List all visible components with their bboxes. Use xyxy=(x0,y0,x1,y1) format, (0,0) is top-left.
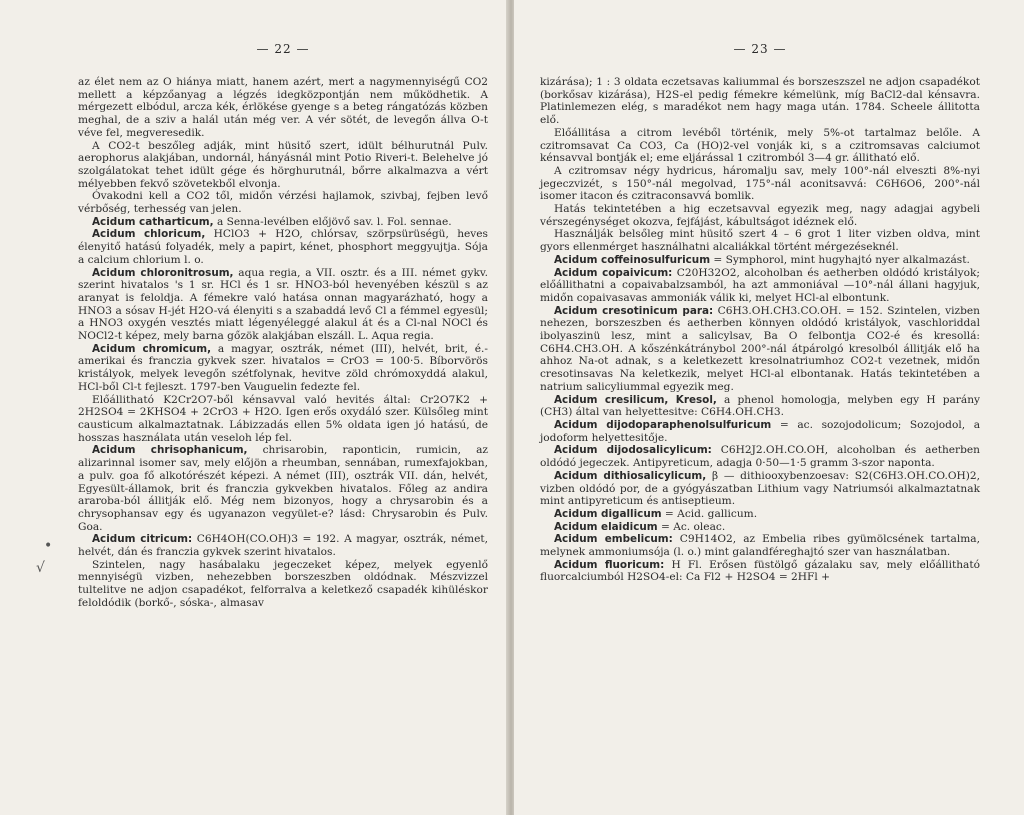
entry-keyword: Acidum chrisophanicum, xyxy=(92,444,248,457)
paragraph-text: A CO2-t beszőleg adják, mint hüsitő szert, idült bélhurutnál Pulv. aerophorus alakjában, undornál, hányásnál mint Potio Riveri-t. Belehelve jó szolgálatokat tehet idült gége és hörghurutnál, bőrre alkalmazva a vért mélyebben fekvő szövetekből elvonja. xyxy=(78,139,488,190)
entry-keyword: Acidum cresilicum, Kresol, xyxy=(554,393,717,406)
right-page-number: — 23 — xyxy=(733,42,787,56)
paragraph xyxy=(78,216,488,229)
paragraph-text: Szintelen, nagy hasábalaku jegeczeket képez, melyek egyenlő mennyiségü vizben, nehezebben borszeszben oldódnak. Mészvizzel tultelitve ne adjon csapadékot, felforralva a keletkező csapadék kihüléskor feloldódik (borkő-, sóska-, almasav xyxy=(78,558,488,609)
entry-keyword: Acidum chloronitrosum, xyxy=(92,266,234,279)
paragraph xyxy=(540,470,980,508)
paragraph-text: C6H4OH(CO.OH)3 = 192. A magyar, osztrák, német, helvét, dán és franczia gykvek szerint hivatalos. xyxy=(78,533,488,559)
paragraph xyxy=(540,254,980,267)
paragraph-text: = Symphorol, mint hugyhajtó nyer alkalmazást. xyxy=(710,253,970,266)
entry-keyword: Acidum dijodosalicylicum: xyxy=(554,444,712,457)
paragraph xyxy=(78,140,488,191)
paragraph xyxy=(78,533,488,558)
paragraph-text: kizárása); 1 : 3 oldata eczetsavas kaliummal és borszeszszel ne adjon csapadékot (borkősav kizárása), H2S-el pedig fémekre kémelünk, míg BaCl2-dal kénsavra. Platinlemezen elég, s maradékot nem hagy maga után. 1784. Scheele állitotta elő. xyxy=(540,76,980,127)
paragraph xyxy=(540,444,980,469)
left-page-body xyxy=(78,76,488,610)
entry-keyword: Acidum dithiosalicylicum, xyxy=(554,469,707,482)
paragraph xyxy=(540,76,980,127)
paragraph xyxy=(540,533,980,558)
paragraph-text: aqua regia, a VII. osztr. és a III. német gykv. szerint hivatalos 's 1 sr. HCl és 1 sr. HNO3-ból hevenyében készül s az aranyat is feloldja. A fémekre való hatása onnan magyarázható, hogy a HNO3 a sósav H-jét H2O-vá élenyiti s a szabaddá levő Cl a fémmel egyesül; a HNO3 oxygén vesztés miatt légenyéleggé alakul át és a Cl-nal NOCl és NOCl2-t képez, mely barna gőzök alakjában elszáll. L. Aqua regia. xyxy=(78,266,489,343)
paragraph xyxy=(78,228,488,266)
paragraph xyxy=(540,508,980,521)
paragraph-text: Használják belsőleg mint hüsitő szert 4 – 6 grot 1 liter vizben oldva, mint gyors ellenmérget használhatni alcaliákkal történt mérgezéseknél. xyxy=(540,228,980,254)
entry-keyword: Acidum copaivicum: xyxy=(554,266,673,279)
paragraph-text: a phenol homologja, melyben egy H parány (CH3) által van helyettesitve: C6H4.OH.CH3. xyxy=(540,393,980,419)
paragraph-text: C20H32O2, alcoholban és aetherben oldódó kristályok; előállithatni a copaivabalzsamból, ha azt ammoniával —10°-nál állani hagyjuk, midőn copaivasavas ammoniák válik ki, melyet HCl-al elbontunk. xyxy=(540,266,980,304)
entry-keyword: Acidum chloricum, xyxy=(92,228,206,241)
paragraph-text: C6H2J2.OH.CO.OH, alcoholban és aetherben oldódó jegeczek. Antipyreticum, adagja 0·50—1·5 gramm 3-szor naponta. xyxy=(540,444,980,470)
paragraph-text: β — dithiooxybenzoesav: S2(C6H3.OH.CO.OH)2, vizben oldódó por, de a gyógyászatban Lithium vagy Natriumsói alkalmaztatnak mint antipyreticum és antiseptieum. xyxy=(540,469,981,508)
paragraph-text: C6H3.OH.CH3.CO.OH. = 152. Szintelen, vizben nehezen, borszeszben és aetherben könnyen oldódó kristályok, vaschloriddal ibolyaszinü lesz, mint a salicylsav, Ba O felbontja CO2-é és kresollá: C6H4.CH3.OH. A kőszénkátránybol 200°-nál átpárolgó kresolból állitják elő ha ahhoz Na-ot adnak, s a keletkezett kresolnatriumhoz CO2-t vezetnek, midőn cresotinsavas Na keletkezik, melyet HCl-al elbontanak. Hatás tekintetében a natrium salicyliummal egyezik meg. xyxy=(540,304,980,393)
paragraph-text: a Senna-levélben előjövő sav. l. Fol. sennae. xyxy=(213,215,452,228)
entry-keyword: Acidum elaidicum xyxy=(554,520,658,533)
right-page-body xyxy=(540,76,980,584)
paragraph xyxy=(540,203,980,228)
left-page xyxy=(0,0,508,815)
paragraph-text: Óvakodni kell a CO2 től, midőn vérzési hajlamok, szivbaj, fejben levő vérbőség, terhesség van jelen. xyxy=(78,190,488,216)
margin-check-mark: √ xyxy=(36,560,45,576)
paragraph-text: chrisarobin, raponticin, rumicin, az alizarinnal isomer sav, mely előjön a rheumban, sennában, rumexfajokban, a pulv. goa fő alkotórészét képezi. A német (III), osztrák VII. dán, helvét, Egyesült-államok, brit és franczia gykvekben hivatalos. Főleg az andira araroba-ból állitják elő. Még nem bizonyos, hogy a chrysarobin és a chrysophansav egy és ugyanazon vegyület-e? lásd: Chrysarobin és Pulv. Goa. xyxy=(78,444,488,533)
paragraph xyxy=(78,343,488,394)
entry-keyword: Acidum chromicum, xyxy=(92,342,212,355)
paragraph-text: H Fl. Erősen füstölgő gázalaku sav, mely előállitható fluorcalciumból H2SO4-el: Ca Fl2 + H2SO4 = 2HFl + xyxy=(540,558,980,584)
paragraph xyxy=(78,267,488,343)
right-page xyxy=(514,0,1024,815)
entry-keyword: Acidum digallicum xyxy=(554,507,662,520)
paragraph-text: a magyar, osztrák, német (III), helvét, brit, é.-amerikai és franczia gykvek szer. hivatalos = CrO3 = 100·5. Bíborvörös kristályok, melyek levegőn szétfolynak, hevitve zöld chrómoxyddá alakul, HCl-ből Cl-t fejleszt. 1797-ben Vauguelin fedezte fel. xyxy=(78,342,488,393)
paragraph xyxy=(78,190,488,215)
entry-keyword: Acidum fluoricum: xyxy=(554,558,665,571)
paragraph xyxy=(540,165,980,203)
paragraph-text: = ac. sozojodolicum; Sozojodol, a jodoform helyettesitője. xyxy=(540,418,981,444)
entry-keyword: Acidum citricum: xyxy=(92,533,193,546)
paragraph xyxy=(78,76,488,140)
paragraph-text: C9H14O2, az Embelia ribes gyümölcsének tartalma, melynek ammoniumsója (l. o.) mint galandféreghajtó szer van használatban. xyxy=(540,533,980,559)
paragraph-text: = Ac. oleac. xyxy=(657,520,726,533)
paragraph-text: = Acid. gallicum. xyxy=(661,507,758,520)
paragraph-text: HClO3 + H2O, chlórsav, szörpsürüségü, heves élenyitő hatású folyadék, mely a papirt, kénet, phosphort meggyujtja. Sója a calcium chlorium l. o. xyxy=(78,228,488,266)
paragraph xyxy=(540,228,980,253)
entry-keyword: Acidum embelicum: xyxy=(554,533,673,546)
entry-keyword: Acidum cresotinicum para: xyxy=(554,304,714,317)
paragraph xyxy=(78,444,488,533)
left-page-number: — 22 — xyxy=(256,42,310,56)
paragraph xyxy=(78,559,488,610)
paragraph-text: Előállitható K2Cr2O7-ből kénsavval való hevités által: Cr2O7K2 + 2H2SO4 = 2KHSO4 + 2CrO3 + H2O. Igen erős oxydáló szer. Külsőleg mint causticum alkalmaztatnak. Lábizzadás ellen 5% oldata igen jó hatású, de hosszas használata után veseloh lép fel. xyxy=(78,393,488,444)
entry-keyword: Acidum catharticum, xyxy=(92,215,214,228)
paragraph xyxy=(540,394,980,419)
paragraph xyxy=(540,559,980,584)
paragraph-text: az élet nem az O hiánya miatt, hanem azért, mert a nagymennyiségű CO2 mellett a képzőanyag a légzés idegközpontján nem működhetik. A mérgezett elbódul, arcza kék, érlökése gyenge s a beteg rángatózás közben meghal, de a sziv a halál után még ver. A vér sötét, de levegőn állva O-t véve fel, megveresedik. xyxy=(78,76,488,139)
paragraph xyxy=(78,394,488,445)
paragraph xyxy=(540,419,980,444)
entry-keyword: Acidum dijodoparaphenolsulfuricum xyxy=(554,418,772,431)
paragraph xyxy=(540,127,980,165)
entry-keyword: Acidum coffeinosulfuricum xyxy=(554,253,711,266)
margin-bullet-mark: • xyxy=(44,538,53,554)
paragraph-text: Hatás tekintetében a hig eczetsavval egyezik meg, nagy adagjai agybeli vérszegénységet okozva, fejfájást, kábultságot idéznek elő. xyxy=(540,203,980,228)
paragraph xyxy=(540,521,980,534)
paragraph xyxy=(540,267,980,305)
paragraph-text: A czitromsav négy hydricus, háromalju sav, mely 100°-nál elveszti 8%-nyi jegeczvizét, s 150°-nál megolvad, 175°-nál aconitsavvá: C6H6O6, 200°-nál isomer itacon és czitraconsavvá bomlik. xyxy=(540,164,980,203)
paragraph-text: Előállitása a citrom levéből történik, mely 5%-ot tartalmaz belőle. A czitromsavat Ca CO3, Ca (HO)2-vel vonják ki, s a czitromsavas calciumot kénsavval bontják el; eme eljárással 1 czitromból 3—4 gr. állitható elő. xyxy=(540,126,980,165)
paragraph xyxy=(540,305,980,394)
